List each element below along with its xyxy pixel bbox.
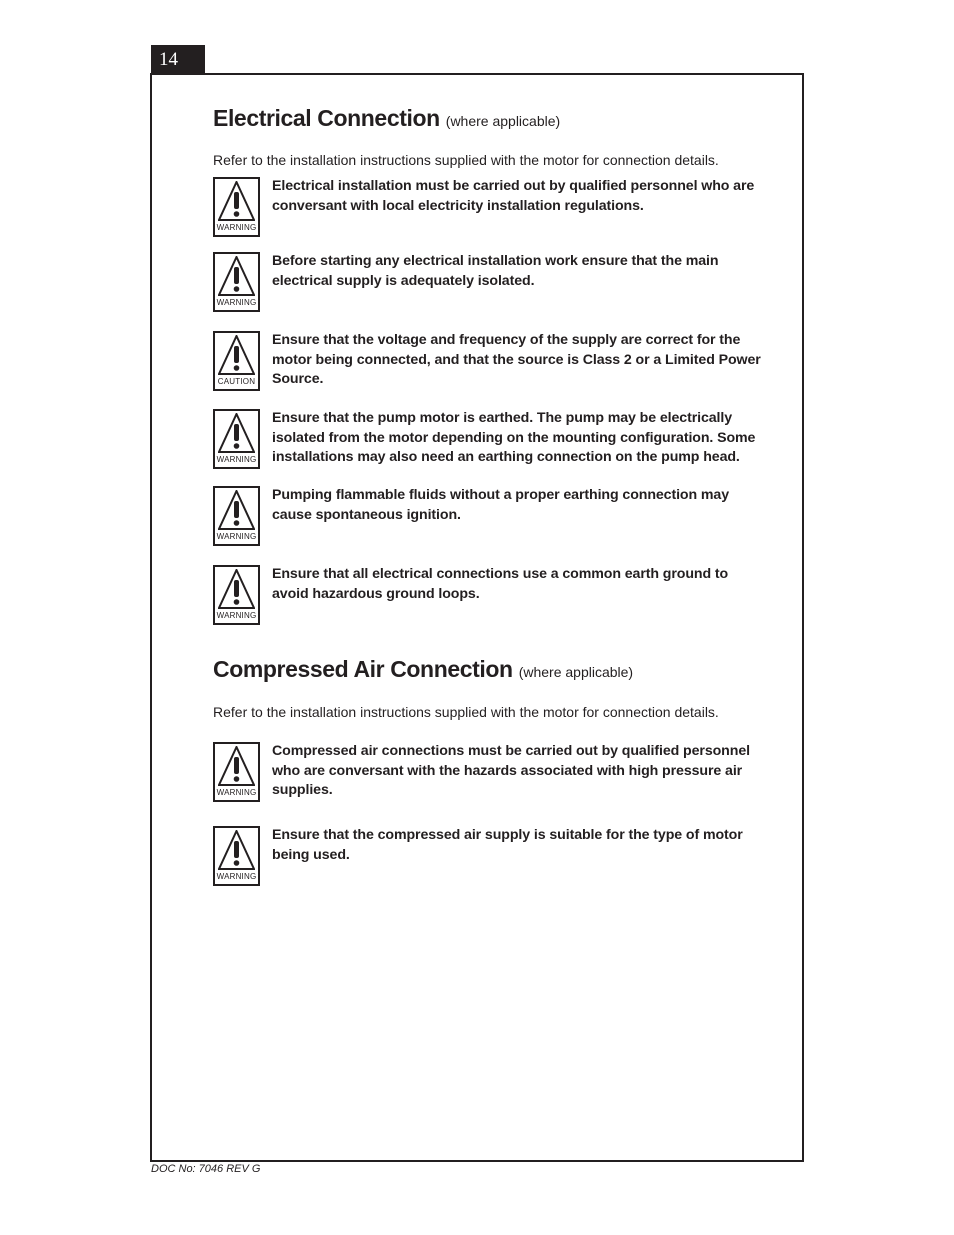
notice-label: WARNING xyxy=(216,298,257,307)
warning-icon xyxy=(213,177,260,237)
document-number: DOC No: 7046 REV G xyxy=(151,1163,261,1175)
notice-label: WARNING xyxy=(216,455,257,464)
warning-icon xyxy=(213,252,260,312)
warning-icon xyxy=(213,409,260,469)
notice-text: Ensure that the pump motor is earthed. The pump may be electrically isolated from the motor depending on the mounting configuration. Some installations may also need an earthing connection on the pump head. xyxy=(272,410,756,465)
electrical-connection-heading xyxy=(213,105,560,132)
heading-subtitle: (where applicable) xyxy=(518,664,634,680)
heading-subtitle: (where applicable) xyxy=(445,113,561,129)
notice-text: Electrical installation must be carried out by qualified personnel who are conversant with local electricity installation regulations. xyxy=(272,178,755,214)
warning-icon xyxy=(213,486,260,546)
notice-text: Ensure that the voltage and frequency of the supply are correct for the motor being connected, and that the source is Class 2 or a Limited Power Source. xyxy=(272,332,761,387)
warning-icon xyxy=(213,826,260,886)
notice-label: WARNING xyxy=(216,788,257,797)
notice-text: Compressed air connections must be carried out by qualified personnel who are conversant with the hazards associated with high pressure air supplies. xyxy=(272,743,750,798)
page-number: 14 xyxy=(151,45,205,74)
notice-label: WARNING xyxy=(216,223,257,232)
compressed-air-intro: Refer to the installation instructions supplied with the motor for connection details. xyxy=(213,704,719,720)
heading-text: Compressed Air Connection xyxy=(213,656,513,682)
notice-label: WARNING xyxy=(216,872,257,881)
notice-text: Before starting any electrical installation work ensure that the main electrical supply is adequately isolated. xyxy=(272,253,719,289)
notice-label: CAUTION xyxy=(217,377,256,386)
caution-icon xyxy=(213,331,260,391)
notice-label: WARNING xyxy=(216,611,257,620)
notice-text: Ensure that all electrical connections use a common earth ground to avoid hazardous ground loops. xyxy=(272,566,729,602)
compressed-air-connection-heading xyxy=(213,656,633,683)
heading-text: Electrical Connection xyxy=(213,105,440,131)
notice-text: Ensure that the compressed air supply is suitable for the type of motor being used. xyxy=(272,827,743,863)
notice-text: Pumping flammable fluids without a proper earthing connection may cause spontaneous ignition. xyxy=(272,487,730,523)
warning-icon xyxy=(213,565,260,625)
warning-icon xyxy=(213,742,260,802)
electrical-intro: Refer to the installation instructions supplied with the motor for connection details. xyxy=(213,152,719,168)
notice-label: WARNING xyxy=(216,532,257,541)
